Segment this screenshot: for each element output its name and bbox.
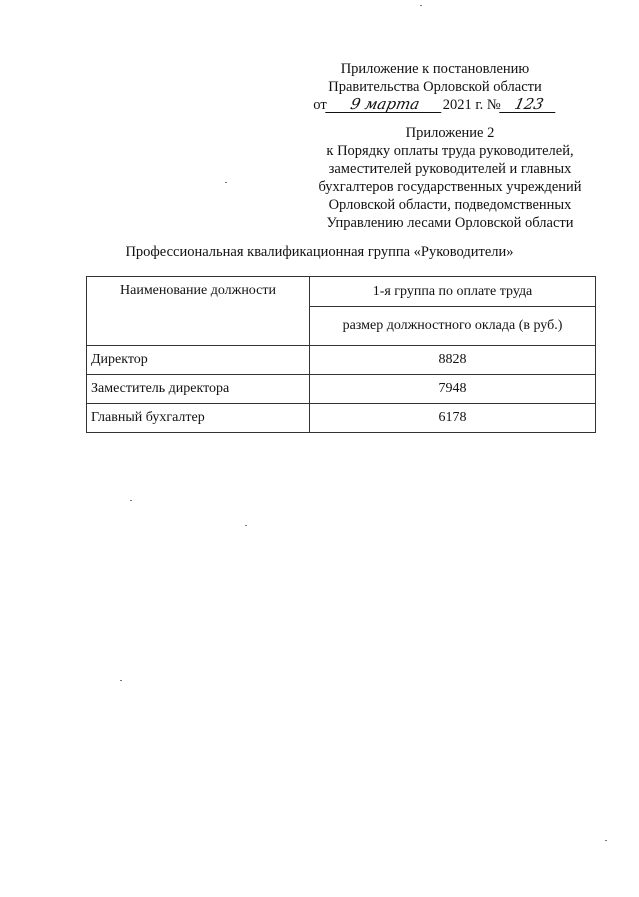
table-row	[87, 375, 596, 404]
position-name: Главный бухгалтер	[87, 404, 310, 433]
appendix-title: Приложение 2	[405, 125, 495, 141]
appendix-header	[300, 124, 600, 232]
scan-speck	[420, 5, 422, 6]
year-number-label: 2021 г. №	[442, 97, 501, 113]
resolution-date-line	[305, 96, 565, 114]
scan-speck	[605, 840, 607, 841]
header-position-name: Наименование должности	[87, 277, 310, 346]
position-name: Заместитель директора	[87, 375, 310, 404]
position-name: Директор	[87, 346, 310, 375]
handwritten-number: 123	[499, 96, 559, 113]
salary-value: 8828	[310, 346, 596, 375]
salary-value: 6178	[310, 404, 596, 433]
resolution-header	[305, 60, 565, 114]
appendix-line: к Порядку оплаты труда руководителей,	[326, 143, 574, 159]
table-row	[87, 346, 596, 375]
resolution-line-2: Правительства Орловской области	[328, 79, 542, 95]
salary-value: 7948	[310, 375, 596, 404]
group-title: Профессиональная квалификационная группа «Руководители»	[125, 244, 514, 260]
resolution-line-1: Приложение к постановлению	[340, 61, 530, 77]
scan-speck	[245, 525, 247, 526]
header-pay-group: 1-я группа по оплате труда	[310, 277, 596, 307]
scan-speck	[225, 182, 227, 183]
salary-table	[86, 276, 596, 433]
header-salary-size: размер должностного оклада (в руб.)	[310, 307, 596, 346]
appendix-line: Орловской области, подведомственных	[328, 197, 572, 213]
appendix-line: Управлению лесами Орловской области	[326, 215, 574, 231]
scan-speck	[120, 680, 122, 681]
scan-speck	[130, 500, 132, 501]
appendix-line: бухгалтеров государственных учреждений	[318, 179, 582, 195]
appendix-line: заместителей руководителей и главных	[328, 161, 572, 177]
table-header-row	[87, 277, 596, 307]
date-prefix: от	[313, 97, 327, 113]
handwritten-date: 9 марта	[325, 96, 445, 113]
table-row	[87, 404, 596, 433]
